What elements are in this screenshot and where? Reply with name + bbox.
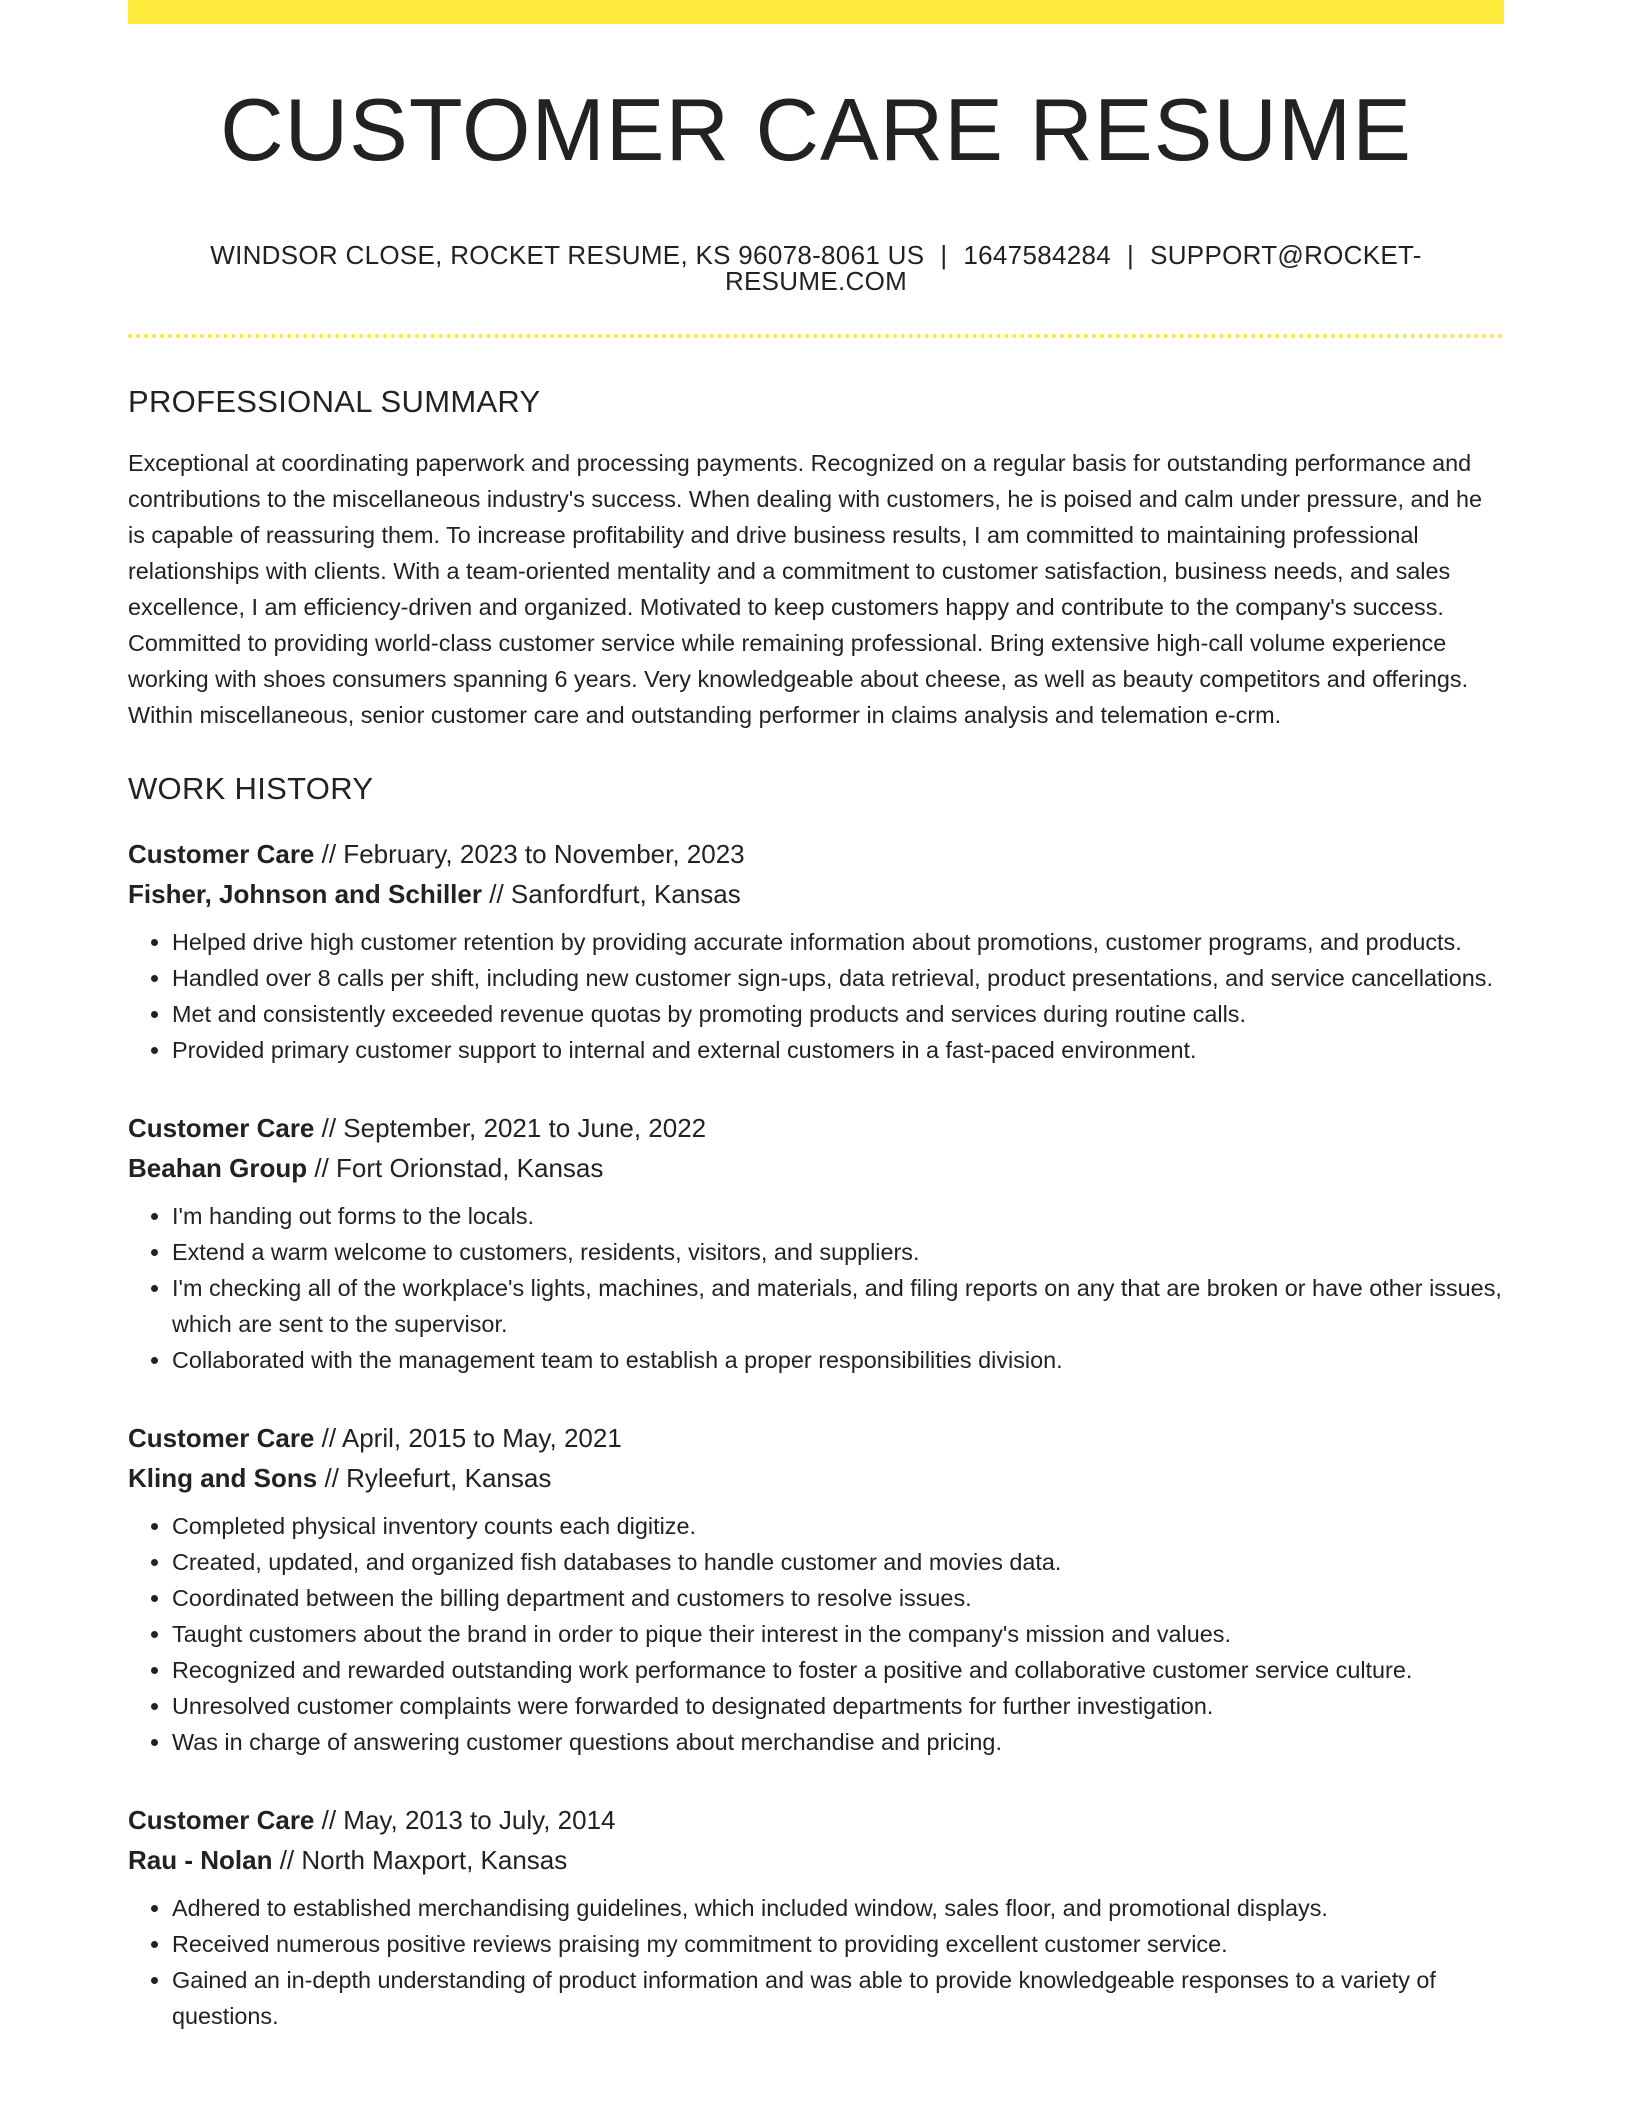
contact-separator: | [940, 240, 948, 270]
job-company-line [128, 1840, 1504, 1880]
job-title-line [128, 834, 1504, 874]
company-name: Beahan Group [128, 1153, 308, 1183]
bullet-item: • Helped drive high customer retention by providing accurate information about promotions, customer programs, and products. [172, 924, 1504, 960]
bullet-item: • Provided primary customer support to internal and external customers in a fast-paced environment. [172, 1032, 1504, 1068]
work-history-section [128, 773, 1504, 2034]
job-location: // North Maxport, Kansas [279, 1845, 568, 1875]
top-accent-bar [128, 0, 1504, 24]
bullet-item: • Adhered to established merchandising guidelines, which included window, sales floor, and promotional displays. [172, 1890, 1504, 1926]
job-title: Customer Care [128, 1805, 315, 1835]
job-location: // Fort Orionstad, Kansas [314, 1153, 604, 1183]
contact-separator: | [1127, 240, 1135, 270]
job-dates: // February, 2023 to November, 2023 [321, 839, 745, 869]
contact-line [128, 242, 1504, 294]
bullet-item: • Received numerous positive reviews praising my commitment to providing excellent customer service. [172, 1926, 1504, 1962]
job-title: Customer Care [128, 1113, 315, 1143]
contact-phone: 1647584284 [963, 240, 1112, 270]
bullet-item: • Created, updated, and organized fish databases to handle customer and movies data. [172, 1544, 1504, 1580]
job-title-line [128, 1108, 1504, 1148]
bullet-item: • Gained an in-depth understanding of product information and was able to provide knowledgeable responses to a variety of questions. [172, 1962, 1504, 2034]
bullet-item: • I'm handing out forms to the locals. [172, 1198, 1504, 1234]
contact-address: WINDSOR CLOSE, ROCKET RESUME, KS 96078-8061 US [210, 240, 925, 270]
job-company-line [128, 1148, 1504, 1188]
job-entry [128, 1418, 1504, 1760]
company-name: Rau - Nolan [128, 1845, 273, 1875]
job-bullets [128, 924, 1504, 1068]
bullet-item: • Completed physical inventory counts each digitize. [172, 1508, 1504, 1544]
bullet-item: • Recognized and rewarded outstanding work performance to foster a positive and collaborative customer service culture. [172, 1652, 1504, 1688]
job-location: // Ryleefurt, Kansas [324, 1463, 552, 1493]
job-bullets [128, 1508, 1504, 1760]
job-title-line [128, 1800, 1504, 1840]
job-dates: // April, 2015 to May, 2021 [321, 1423, 622, 1453]
summary-text: Exceptional at coordinating paperwork and processing payments. Recognized on a regular basis for outstanding performance and contributions to the miscellaneous industry's success. When dealing with customers, he is poised and calm under pressure, and he is capable of reassuring them. To increase profitability and drive business results, I am committed to maintaining professional relationships with clients. With a team-oriented mentality and a commitment to customer satisfaction, business needs, and sales excellence, I am efficiency-driven and organized. Motivated to keep customers happy and contribute to the company's success. Committed to providing world-class customer service while remaining professional. Bring extensive high-call volume experience working with shoes consumers spanning 6 years. Very knowledgeable about cheese, as well as beauty competitors and offerings. Within miscellaneous, senior customer care and outstanding performer in claims analysis and telemation e-crm. [128, 450, 1483, 728]
job-dates: // May, 2013 to July, 2014 [321, 1805, 616, 1835]
job-entry [128, 1108, 1504, 1378]
bullet-item: • Extend a warm welcome to customers, residents, visitors, and suppliers. [172, 1234, 1504, 1270]
section-heading: PROFESSIONAL SUMMARY [128, 384, 541, 419]
job-company-line [128, 874, 1504, 914]
resume-page [128, 0, 1504, 2034]
bullet-item: • Taught customers about the brand in order to pique their interest in the company's mission and values. [172, 1616, 1504, 1652]
contact-email: SUPPORT@ROCKET-RESUME.COM [724, 240, 1422, 296]
bullet-item: • Collaborated with the management team to establish a proper responsibilities division. [172, 1342, 1504, 1378]
bullet-item: • Met and consistently exceeded revenue quotas by promoting products and services during routine calls. [172, 996, 1504, 1032]
job-title-line [128, 1418, 1504, 1458]
job-bullets [128, 1198, 1504, 1378]
bullet-item: • Was in charge of answering customer questions about merchandise and pricing. [172, 1724, 1504, 1760]
job-list [128, 834, 1504, 2034]
section-heading: WORK HISTORY [128, 771, 374, 806]
dotted-divider [128, 334, 1504, 338]
professional-summary-section [128, 386, 1504, 733]
company-name: Kling and Sons [128, 1463, 318, 1493]
job-entry [128, 834, 1504, 1068]
company-name: Fisher, Johnson and Schiller [128, 879, 482, 909]
job-title: Customer Care [128, 1423, 315, 1453]
job-company-line [128, 1458, 1504, 1498]
bullet-item: • Coordinated between the billing department and customers to resolve issues. [172, 1580, 1504, 1616]
job-entry [128, 1800, 1504, 2034]
bullet-item: • I'm checking all of the workplace's lights, machines, and materials, and filing reports on any that are broken or have other issues, which are sent to the supervisor. [172, 1270, 1504, 1342]
job-title: Customer Care [128, 839, 315, 869]
bullet-item: • Handled over 8 calls per shift, including new customer sign-ups, data retrieval, product presentations, and service cancellations. [172, 960, 1504, 996]
bullet-item: • Unresolved customer complaints were forwarded to designated departments for further investigation. [172, 1688, 1504, 1724]
job-dates: // September, 2021 to June, 2022 [321, 1113, 707, 1143]
resume-title: CUSTOMER CARE RESUME [220, 80, 1412, 179]
job-bullets [128, 1890, 1504, 2034]
job-location: // Sanfordfurt, Kansas [489, 879, 741, 909]
